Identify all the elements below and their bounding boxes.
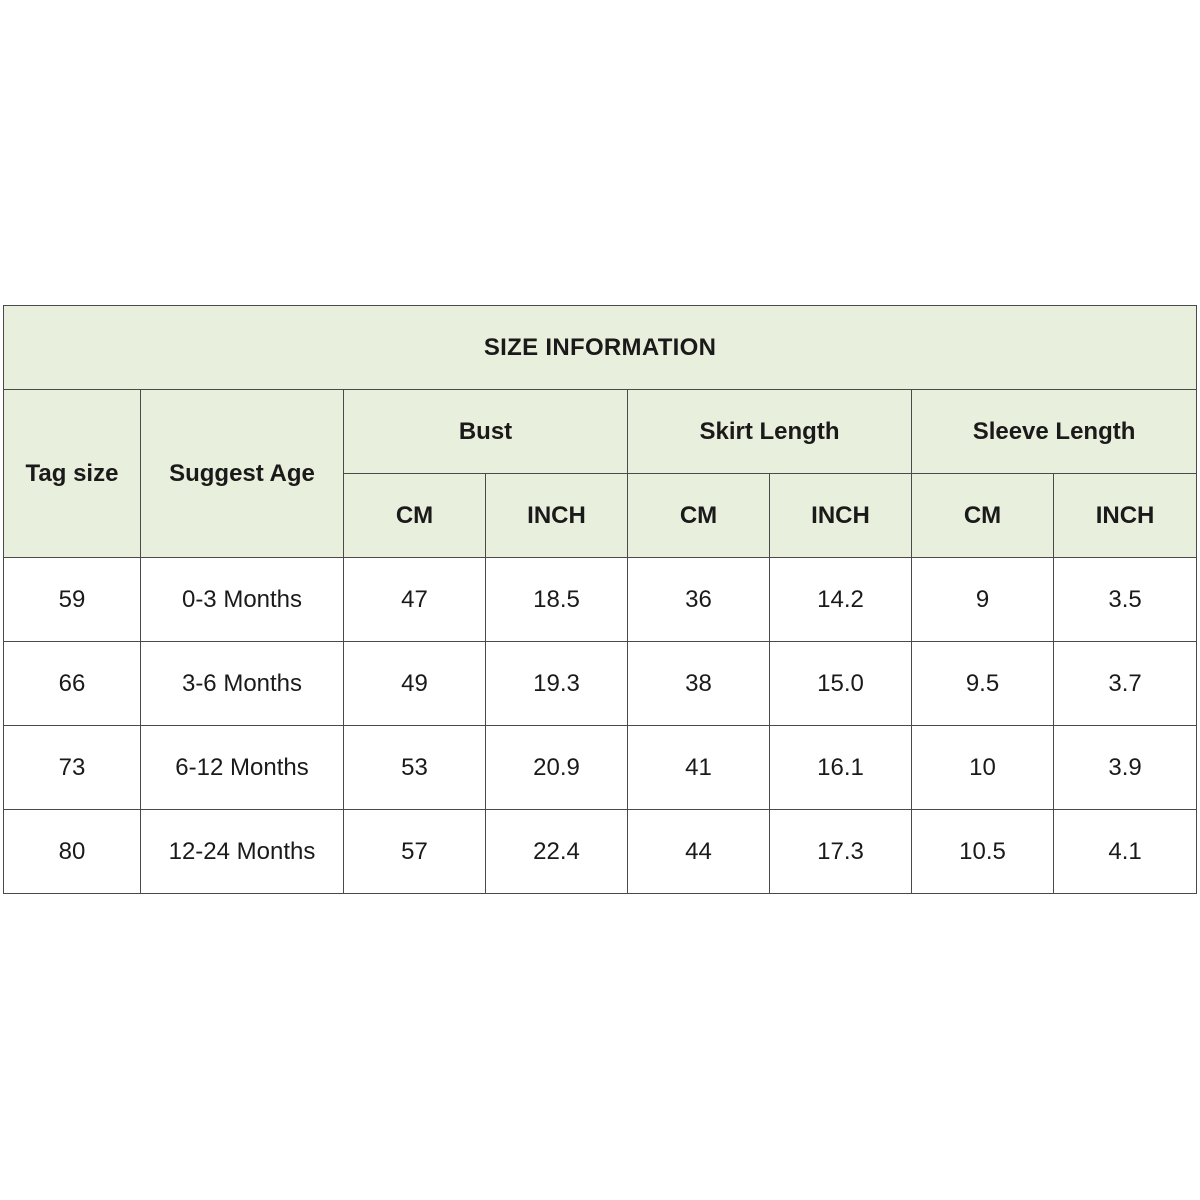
cell-bust-inch: 19.3 xyxy=(486,642,628,726)
cell-skirt-inch: 14.2 xyxy=(770,558,912,642)
cell-bust-inch: 18.5 xyxy=(486,558,628,642)
cell-sleeve-inch: 3.7 xyxy=(1054,642,1197,726)
header-bust-inch: INCH xyxy=(486,474,628,558)
header-skirt-length: Skirt Length xyxy=(628,390,912,474)
size-information-table xyxy=(3,305,1197,894)
cell-suggest-age: 6-12 Months xyxy=(141,726,344,810)
cell-suggest-age: 12-24 Months xyxy=(141,810,344,894)
header-sleeve-cm: CM xyxy=(912,474,1054,558)
cell-bust-cm: 49 xyxy=(344,642,486,726)
table-title: SIZE INFORMATION xyxy=(4,306,1197,390)
cell-bust-inch: 20.9 xyxy=(486,726,628,810)
cell-skirt-inch: 15.0 xyxy=(770,642,912,726)
cell-skirt-cm: 36 xyxy=(628,558,770,642)
cell-sleeve-cm: 9 xyxy=(912,558,1054,642)
header-tag-size: Tag size xyxy=(4,390,141,558)
header-bust: Bust xyxy=(344,390,628,474)
cell-skirt-inch: 16.1 xyxy=(770,726,912,810)
cell-skirt-cm: 44 xyxy=(628,810,770,894)
header-skirt-cm: CM xyxy=(628,474,770,558)
cell-bust-cm: 53 xyxy=(344,726,486,810)
cell-sleeve-cm: 10 xyxy=(912,726,1054,810)
table-row xyxy=(4,642,1197,726)
header-suggest-age: Suggest Age xyxy=(141,390,344,558)
cell-skirt-cm: 41 xyxy=(628,726,770,810)
header-sleeve-length: Sleeve Length xyxy=(912,390,1197,474)
cell-bust-cm: 47 xyxy=(344,558,486,642)
cell-skirt-inch: 17.3 xyxy=(770,810,912,894)
group-header-row xyxy=(4,390,1197,474)
cell-suggest-age: 0-3 Months xyxy=(141,558,344,642)
cell-tag-size: 59 xyxy=(4,558,141,642)
cell-sleeve-cm: 9.5 xyxy=(912,642,1054,726)
table-row xyxy=(4,726,1197,810)
cell-sleeve-cm: 10.5 xyxy=(912,810,1054,894)
cell-skirt-cm: 38 xyxy=(628,642,770,726)
title-row xyxy=(4,306,1197,390)
cell-bust-inch: 22.4 xyxy=(486,810,628,894)
header-sleeve-inch: INCH xyxy=(1054,474,1197,558)
header-bust-cm: CM xyxy=(344,474,486,558)
cell-sleeve-inch: 3.5 xyxy=(1054,558,1197,642)
cell-tag-size: 73 xyxy=(4,726,141,810)
cell-bust-cm: 57 xyxy=(344,810,486,894)
cell-suggest-age: 3-6 Months xyxy=(141,642,344,726)
table-row xyxy=(4,558,1197,642)
cell-sleeve-inch: 4.1 xyxy=(1054,810,1197,894)
cell-tag-size: 80 xyxy=(4,810,141,894)
cell-tag-size: 66 xyxy=(4,642,141,726)
table-row xyxy=(4,810,1197,894)
header-skirt-inch: INCH xyxy=(770,474,912,558)
cell-sleeve-inch: 3.9 xyxy=(1054,726,1197,810)
